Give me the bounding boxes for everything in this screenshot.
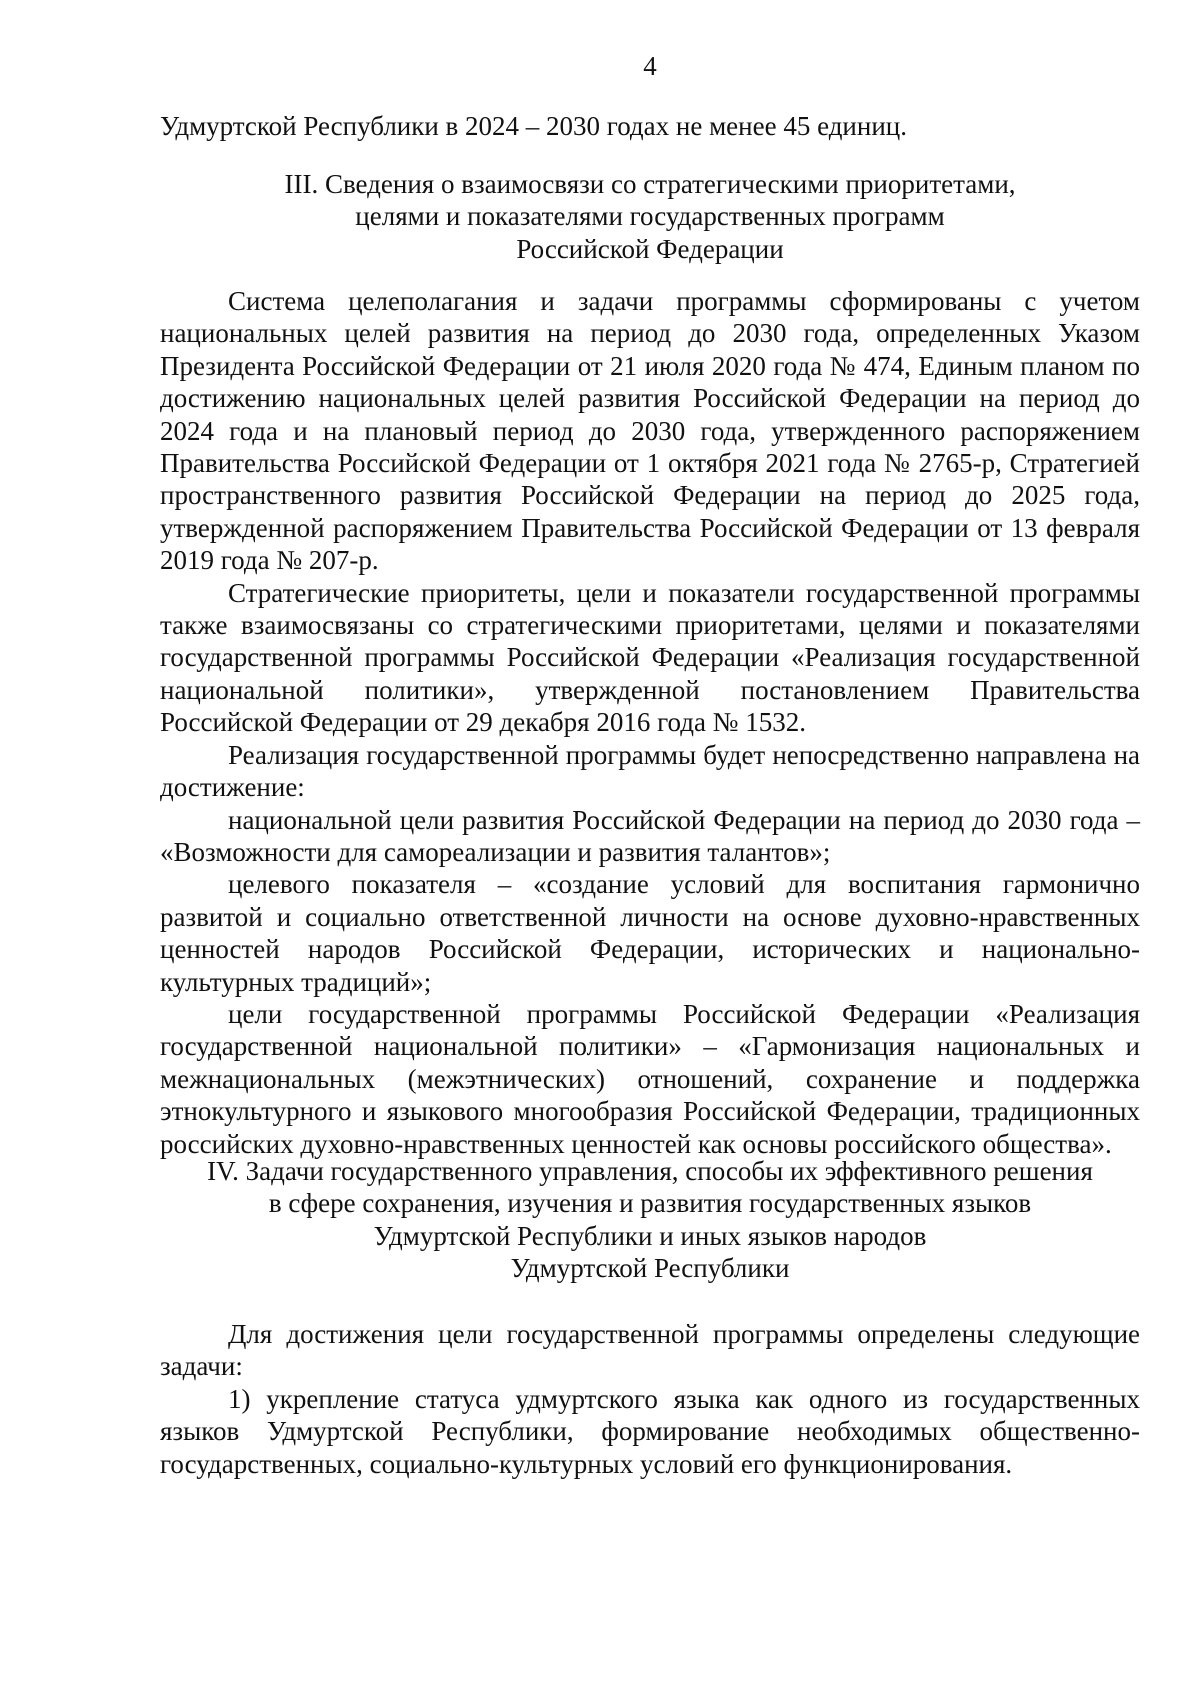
section-3-paragraph: Реализация государственной программы будет непосредственно направлена на достижение:: [160, 739, 1140, 803]
section-3-body: [160, 285, 1140, 1160]
section-3-heading-line: III. Сведения о взаимосвязи со стратегическими приоритетами,: [284, 169, 1016, 199]
section-4-heading-line: IV. Задачи государственного управления, способы их эффективного решения: [207, 1156, 1093, 1186]
section-3-paragraph: целевого показателя – «создание условий для воспитания гармонично развитой и социально ответственной личности на основе духовно-нравственных ценностей народов Российской Федерации, исторических и национально-культурных традиций»;: [160, 869, 1140, 997]
section-4-heading-line: в сфере сохранения, изучения и развития государственных языков: [268, 1188, 1032, 1219]
continuation-line: Удмуртской Республики в 2024 – 2030 годах не менее 45 единиц.: [160, 111, 907, 141]
section-4-body: [160, 1318, 1140, 1480]
section-3-paragraph: цели государственной программы Российской Федерации «Реализация государственной национальной политики» – «Гармонизация национальных и межнациональных (межэтнических) отношений, сохранение и поддержка этнокультурного и языкового многообразия Российской Федерации, традиционных российских духовно-нравственных ценностей как основы российского общества».: [160, 998, 1140, 1159]
section-3-paragraph: Стратегические приоритеты, цели и показатели государственной программы также взаимосвязаны со стратегическими приоритетами, целями и показателями государственной программы Российской Федерации «Реализация государственной национальной политики», утвержденной постановлением Правительства Российской Федерации от 29 декабря 2016 года № 1532.: [160, 577, 1140, 738]
section-3-heading-line: Российской Федерации: [516, 233, 784, 264]
section-3-heading-line: целями и показателями государственных программ: [355, 201, 945, 232]
section-3-paragraph: Система целеполагания и задачи программы сформированы с учетом национальных целей развития на период до 2030 года, определенных Указом Президента Российской Федерации от 21 июля 2020 года № 474, Единым планом по достижению национальных целей развития Российской Федерации на период до 2024 года и на плановый период до 2030 года, утвержденного распоряжением Правительства Российской Федерации от 1 октября 2021 года № 2765-р, Стратегией пространственного развития Российской Федерации на период до 2025 года, утвержденной распоряжением Правительства Российской Федерации от 13 февраля 2019 года № 207-р.: [160, 286, 1140, 576]
section-4-heading-line: Удмуртской Республики и иных языков народов: [373, 1220, 927, 1251]
section-3-paragraph: национальной цели развития Российской Федерации на период до 2030 года – «Возможности для самореализации и развития талантов»;: [160, 804, 1140, 867]
page-number: 4: [643, 51, 657, 81]
section-4-paragraph: 1) укрепление статуса удмуртского языка как одного из государственных языков Удмуртской Республики, формирование необходимых общественно-государственных, социально-культурных условий его функционирования.: [160, 1383, 1140, 1479]
section-4-paragraph: Для достижения цели государственной программы определены следующие задачи:: [160, 1319, 1140, 1382]
section-4-heading-line: Удмуртской Республики: [510, 1253, 790, 1284]
section-3-heading: [160, 168, 1140, 265]
section-4-heading: [160, 1155, 1140, 1285]
